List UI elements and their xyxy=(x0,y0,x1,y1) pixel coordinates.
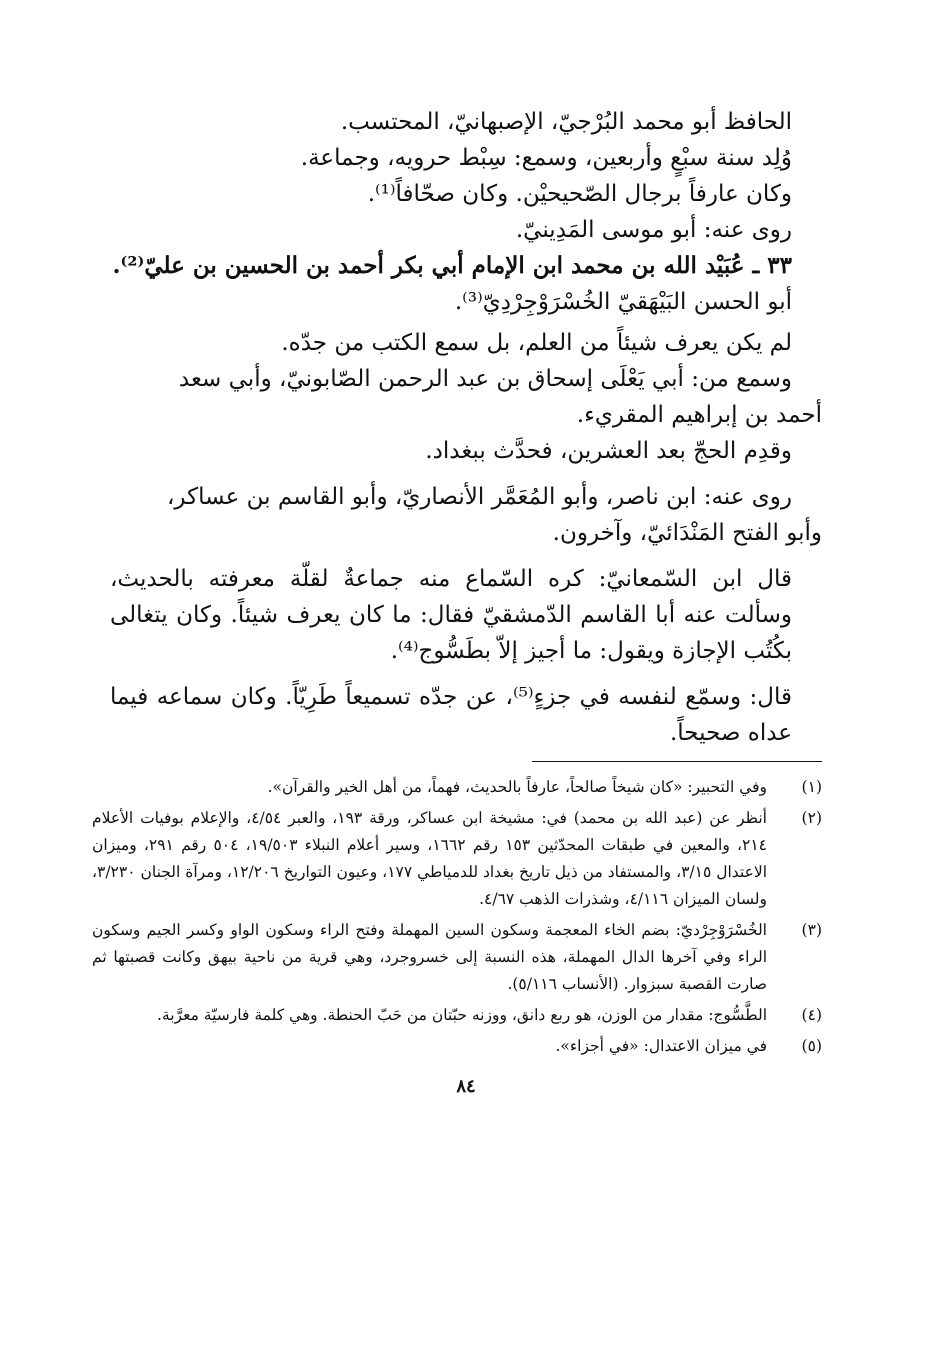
main-text xyxy=(110,104,822,751)
footnote-text: وفي التحبير: «كان شيخاً صالحاً، عارفاً بالحديث، فهماً، من أهل الخير والقرآن». xyxy=(267,778,767,796)
footnote-divider xyxy=(532,761,822,762)
footnote-number: (٥) xyxy=(801,1037,822,1055)
footnotes xyxy=(92,774,822,1060)
footnote-number: (٤) xyxy=(801,1006,822,1024)
entry-subtitle: أبو الحسن البَيْهَقيّ الخُسْرَوْجِرْدِيّ⁽³⁾. xyxy=(454,289,792,315)
footnote xyxy=(92,1033,822,1060)
footnote-text: الخُسْرَوْجِرْديّ: بضم الخاء المعجمة وسكون السين المهملة وفتح الراء وسكون الواو وكسر الجيم وسكون الراء وفي آخرها الدال المهملة، هذه النسبة إلى خسروجرد، وهي قرية من ناحية بيهق وكانت قصبتها ثم صارت القصبة سبزوار. (الأنساب ٥/١١٦). xyxy=(92,921,767,993)
text-line: وسمع من: أبي يَعْلَى إسحاق بن عبد الرحمن الصّابونيّ، وأبي سعد xyxy=(178,366,792,392)
entry-heading: ٣٣ ـ عُبَيْد الله بن محمد ابن الإمام أبي بكر أحمد بن الحسين بن عليّ⁽²⁾. xyxy=(112,252,792,279)
footnote xyxy=(92,917,822,998)
text-line: روى عنه: أبو موسى المَدِينيّ. xyxy=(515,217,792,243)
footnote-text: الطَّسُّوج: مقدار من الوزن، هو ربع دانق، ووزنه حبّتان من حَبّ الحنطة. وهي كلمة فارسيّة معرَّبة. xyxy=(157,1006,767,1024)
paragraph: قال ابن السّمعانيّ: كره السّماع منه جماعةٌ لقلّة معرفته بالحديث، وسألت عنه أبا القاسم الدّمشقيّ فقال: ما كان يعرف شيئاً. وكان يتغالى بكُتُب الإجازة ويقول: ما أجيز إلاّ بطَسُّوج⁽⁴⁾. xyxy=(110,566,792,664)
footnote-text: في ميزان الاعتدال: «في أجزاء». xyxy=(555,1037,767,1055)
text-line: روى عنه: ابن ناصر، وأبو المُعَمَّر الأنصاريّ، وأبو القاسم بن عساكر، xyxy=(167,484,792,510)
page-number: ٨٤ xyxy=(456,1076,476,1097)
text-line: لم يكن يعرف شيئاً من العلم، بل سمع الكتب من جدّه. xyxy=(281,330,792,356)
text-line: أحمد بن إبراهيم المقريء. xyxy=(576,402,822,428)
footnote-number: (١) xyxy=(801,778,822,796)
text-line: وُلِد سنة سبْعٍ وأربعين، وسمع: سِبْط حرويه، وجماعة. xyxy=(300,145,792,171)
footnote-number: (٣) xyxy=(801,921,822,939)
spacer xyxy=(110,469,822,479)
footnote-text: أنظر عن (عبد الله بن محمد) في: مشيخة ابن عساكر، ورقة ١٩٣، والعبر ٤/٥٤، والإعلام بوفيات الأعلام ٢١٤، والمعين في طبقات المحدّثين ١٥٣ رقم ١٦٦٢، وسير أعلام النبلاء ١٩/٥٠٣، ٥٠٤ رقم ٢٩١، وميزان الاعتدال ٣/١٥، والمستفاد من ذيل تاريخ بغداد للدمياطي ١٧٧، وعيون التواريخ ١٢/٢٠٦، ومرآة الجنان ٣/٢٣٠، ولسان الميزان ٤/١١٦، وشذرات الذهب ٤/٦٧. xyxy=(91,809,767,908)
footnote xyxy=(92,1002,822,1029)
paragraph: قال: وسمّع لنفسه في جزءٍ⁽⁵⁾، عن جدّه تسميعاً طَرِيّاً. وكان سماعه فيما عداه صحيحاً. xyxy=(110,684,792,746)
text-line: الحافظ أبو محمد البُرْجيّ، الإصبهانيّ، المحتسب. xyxy=(340,109,792,135)
spacer xyxy=(110,551,822,561)
footnote-number: (٢) xyxy=(801,809,822,827)
spacer xyxy=(110,669,822,679)
text-line: وأبو الفتح المَنْدَائيّ، وآخرون. xyxy=(552,520,822,546)
footnote xyxy=(92,805,822,913)
text-line: وكان عارفاً برجال الصّحيحيْن. وكان صحّافاً⁽¹⁾. xyxy=(367,181,792,207)
book-page xyxy=(91,104,822,1097)
text-line: وقدِم الحجّ بعد العشرين، فحدَّث ببغداد. xyxy=(425,438,792,464)
footnote xyxy=(92,774,822,801)
